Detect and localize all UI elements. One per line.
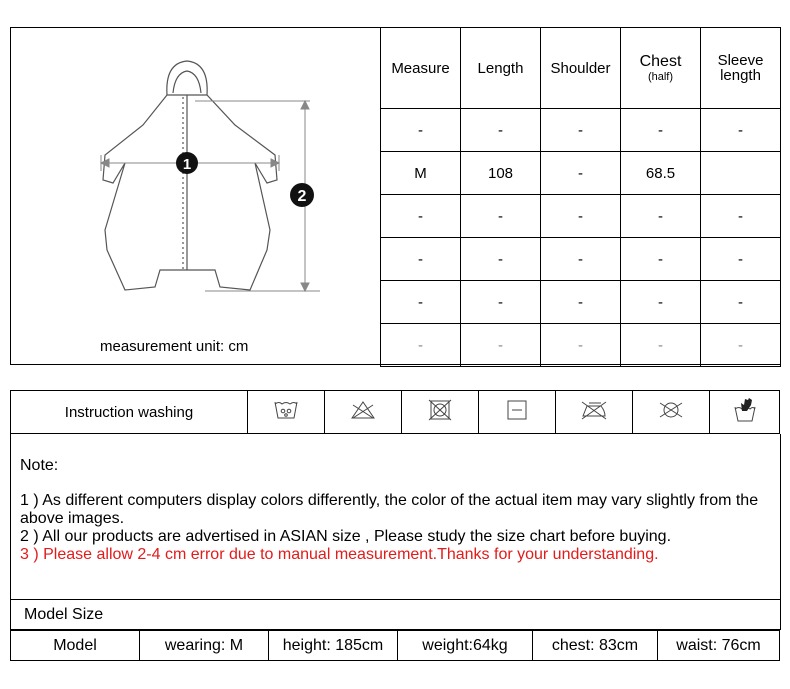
size-table bbox=[380, 27, 781, 367]
table-cell: M bbox=[381, 152, 461, 195]
svg-text:1: 1 bbox=[182, 156, 192, 173]
table-cell: - bbox=[621, 281, 701, 324]
model-cell-wearing: wearing: M bbox=[140, 631, 269, 661]
dry-flat-icon bbox=[479, 391, 556, 434]
table-cell: - bbox=[461, 324, 541, 367]
table-cell: - bbox=[621, 195, 701, 238]
header-shoulder: Shoulder bbox=[541, 28, 621, 109]
table-cell: - bbox=[461, 195, 541, 238]
note-title: Note: bbox=[20, 457, 59, 474]
table-header-row bbox=[381, 28, 781, 109]
no-tumble-dry-icon bbox=[402, 391, 479, 434]
no-bleach-icon bbox=[325, 391, 402, 434]
table-cell: - bbox=[541, 238, 621, 281]
marker-1 bbox=[176, 152, 198, 174]
poncho-illustration bbox=[95, 55, 330, 300]
table-row bbox=[381, 238, 781, 281]
table-cell: - bbox=[461, 109, 541, 152]
model-cell-waist: waist: 76cm bbox=[658, 631, 780, 661]
table-cell: - bbox=[701, 238, 781, 281]
model-size-divider bbox=[11, 599, 780, 600]
table-cell: - bbox=[701, 195, 781, 238]
table-cell: - bbox=[541, 109, 621, 152]
table-row bbox=[381, 195, 781, 238]
model-cell-weight: weight:64kg bbox=[398, 631, 533, 661]
table-cell: - bbox=[381, 109, 461, 152]
table-cell: - bbox=[541, 152, 621, 195]
model-size-table bbox=[10, 630, 780, 661]
table-cell: - bbox=[621, 109, 701, 152]
wash-30-icon bbox=[248, 391, 325, 434]
no-iron-icon bbox=[556, 391, 633, 434]
table-row bbox=[381, 109, 781, 152]
note-box bbox=[10, 434, 781, 630]
svg-text:2: 2 bbox=[297, 188, 307, 205]
header-chest: Chest (half) bbox=[621, 28, 701, 109]
table-row bbox=[381, 324, 781, 367]
table-cell: - bbox=[381, 238, 461, 281]
table-cell: 68.5 bbox=[621, 152, 701, 195]
table-cell: - bbox=[621, 238, 701, 281]
model-size-title: Model Size bbox=[24, 606, 104, 623]
table-cell: - bbox=[701, 109, 781, 152]
table-cell: - bbox=[701, 324, 781, 367]
table-cell: - bbox=[541, 195, 621, 238]
table-cell: 108 bbox=[461, 152, 541, 195]
table-cell: - bbox=[701, 281, 781, 324]
table-cell bbox=[701, 152, 781, 195]
hand-wash-icon bbox=[710, 391, 780, 434]
header-length: Length bbox=[461, 28, 541, 109]
model-cell-label: Model bbox=[11, 631, 140, 661]
note-line-3: 3 ) Please allow 2-4 cm error due to manual measurement.Thanks for your understanding. bbox=[20, 546, 659, 563]
table-cell: - bbox=[381, 324, 461, 367]
washing-instructions bbox=[10, 390, 780, 434]
table-cell: - bbox=[461, 281, 541, 324]
marker-2 bbox=[290, 183, 314, 207]
table-cell: - bbox=[381, 281, 461, 324]
table-cell: - bbox=[541, 324, 621, 367]
measurement-unit: measurement unit: cm bbox=[100, 338, 249, 355]
table-row bbox=[381, 281, 781, 324]
no-dry-clean-icon bbox=[633, 391, 710, 434]
header-measure: Measure bbox=[381, 28, 461, 109]
header-sleeve: Sleeve length bbox=[701, 28, 781, 109]
table-cell: - bbox=[621, 324, 701, 367]
note-line-2: 2 ) All our products are advertised in ASIAN size , Please study the size chart before buying. bbox=[20, 528, 672, 545]
table-cell: - bbox=[541, 281, 621, 324]
model-cell-height: height: 185cm bbox=[269, 631, 398, 661]
table-cell: - bbox=[461, 238, 541, 281]
washing-label: Instruction washing bbox=[11, 391, 248, 434]
note-line-1: 1 ) As different computers display colors differently, the color of the actual item may vary slightly from the above images. bbox=[20, 492, 759, 527]
model-cell-chest: chest: 83cm bbox=[533, 631, 658, 661]
table-row bbox=[381, 152, 781, 195]
table-row bbox=[11, 631, 780, 661]
table-cell: - bbox=[381, 195, 461, 238]
